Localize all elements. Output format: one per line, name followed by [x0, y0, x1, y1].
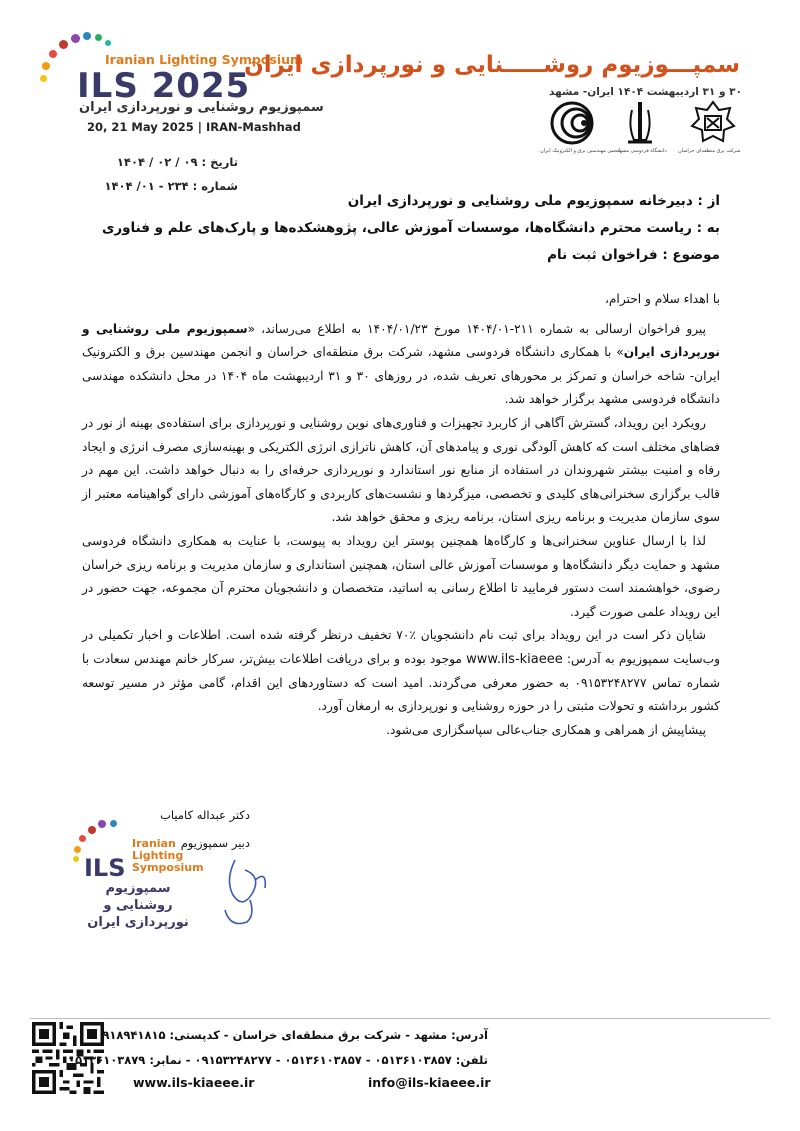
footer-address: آدرس: مشهد - شرکت برق منطقه‌ای خراسان - کدپستی: ۹۱۸۹۴۱۸۱۵ [102, 1028, 488, 1042]
logo-ils-2025: ILS 2025 [77, 66, 251, 106]
stamp-en-title: Iranian Lighting Symposium [132, 837, 204, 874]
signatory-role: دبیر سمپوزیوم [180, 836, 250, 850]
letter-body [82, 288, 720, 742]
symposium-name: سمپوزیوم ملی روشنایی و نورپردازی ایران [82, 321, 720, 360]
ferdowsi-university-logo [615, 100, 665, 162]
website-link[interactable]: www.ils-kiaeee [466, 651, 563, 667]
khorasan-electric-logo [678, 100, 748, 162]
stamp-fa-title: سمپوزیوم روشنایی و نورپردازی ایران [87, 881, 189, 930]
letter-date: تاریخ : ۰۹ / ۰۲ / ۱۴۰۴ [116, 155, 238, 169]
handwritten-signature [195, 840, 285, 930]
org-caption-khorasan: شرکت برق منطقه‌ای خراسان [678, 148, 741, 154]
letter-to: به : ریاست محترم دانشگاه‌ها، موسسات آموزش عالی، پژوهشکده‌ها و پارک‌های علم و فناوری [102, 220, 720, 236]
org-caption-iaeee: انجمن مهندسین برق و الکترونیک ایران [540, 148, 621, 154]
signatory-name: دکتر عبداله کامیاب [160, 808, 250, 822]
org-caption-ferdowsi: دانشگاه فردوسی مشهد [617, 148, 667, 154]
paragraph-3: لذا با ارسال عناوین سخنرانی‌ها و کارگاه‌ها همچنین پوستر این رویداد به پیوست، با عنایت به همکاری دانشگاه فردوسی مشهد و حمایت دیگر دانشگاه‌ها و موسسات آموزش عالی استان، همچنین استانداری و سازمان مدیریت و برنامه ریزی خراسان رضوی، خواهشمند است دستور فرمایید تا اطلاع رسانی به اساتید، متخصصان و دانشجویان محترم آن مجموعه، جهت حضور در این رویداد علمی صورت گیرد. [82, 533, 720, 619]
letter-subject: موضوع : فراخوان ثبت نام [547, 247, 720, 263]
header-title: سمپـــوزیوم روشـــــنایی و نورپردازی ایران [244, 52, 740, 78]
footer-website[interactable]: www.ils-kiaeee.ir [133, 1075, 255, 1090]
paragraph-4: شایان ذکر است در این رویداد برای ثبت نام دانشجویان ٪۷۰ تخفیف درنظر گرفته شده است. اطلاعات و اخبار تکمیلی در وب‌سایت سمپوزیوم به آدرس: www.ils-kiaeee موجود بوده و برای دریافت اطلاعات بیش‌تر، سرکار خانم مهندس سعادت با شماره تماس ۰۹۱۵۳۲۴۸۲۷۷ به حضور معرفی می‌گردند. امید است که دستاوردهای این اقدام، گامی مؤثر در مسیر توسعه کشور برداشته و تحولات مثبتی را در حوزه روشنایی و نورپردازی به ارمغان آورد. [82, 628, 720, 714]
logo-date: 20, 21 May 2025 | IRAN-Mashhad [87, 120, 301, 134]
footer-phones: تلفن: ۰۵۱۳۶۱۰۳۸۵۷ - ۰۵۱۳۶۱۰۳۸۵۷ - ۰۹۱۵۳۲۴۸۲۷۷ - نمابر: ۰۵۱۳۶۱۰۳۸۷۹ [68, 1053, 488, 1067]
paragraph-1: پیرو فراخوان ارسالی به شماره ۲۱۱-۱۴۰۴/۰۱ مورخ ۱۴۰۴/۰۱/۲۳ به اطلاع می‌رساند، «سمپوزیوم ملی روشنایی و نورپردازی ایران» با همکاری دانشگاه فردوسی مشهد، شرکت برق منطقه‌ای خراسان و انجمن مهندسین برق و الکترونیک ایران- شاخه خراسان و تمرکز بر محورهای تعریف شده، در روزهای ۳۰ و ۳۱ اردیبهشت ماه ۱۴۰۴ در محل دانشکده مهندسی دانشگاه فردوسی مشهد برگزار خواهد شد. [82, 321, 720, 407]
ils-logo [35, 28, 324, 138]
letter-from: از : دبیرخانه سمپوزیوم ملی روشنایی و نورپردازی ایران [347, 193, 720, 209]
footer-email[interactable]: info@ils-kiaeee.ir [368, 1075, 491, 1090]
footer-divider [30, 1018, 770, 1019]
paragraph-5: پیشاپیش از همراهی و همکاری جناب‌عالی سپاسگزاری می‌شود. [386, 722, 706, 737]
electrical-engineers-logo [540, 100, 621, 162]
greeting: با اهداء سلام و احترام، [604, 292, 720, 306]
logo-en-title: Iranian Lighting Symposium [105, 52, 304, 67]
letter-header [80, 188, 720, 269]
stamp-ils: ILS [84, 854, 126, 882]
paragraph-2: رویکرد این رویداد، گسترش آگاهی از کاربرد تجهیزات و فناوری‌های نوین روشنایی و نورپردازی برای استفاده‌ی بهینه از نور در فضاهای مختلف است که کاهش آلودگی نوری و پیامدهای آن، کاهش ناترازی انرژی الکتریکی و بهینه‌سازی مصرف انرژی و ایجاد رفاه و امنیت بیشتر شهروندان در استفاده از منابع نور استاندارد و نورپردازی حرفه‌ای را به دنبال خواهد داشت. این مهم در قالب برگزاری سخنرانی‌های کلیدی و تخصصی، میزگردها و نشست‌های کاربردی و کارگاه‌های آموزشی دارای گواهینامه معتبر از سوی سازمان مدیریت و برنامه ریزی استان، برنامه ریزی و محقق خواهد شد. [82, 415, 720, 525]
logo-fa-subtitle: سمپوزیوم روشنایی و نورپردازی ایران [79, 100, 324, 115]
letter-number: شماره : ۲۳۴ - ۰۱/ ۱۴۰۴ [104, 179, 238, 193]
header-dates: ۳۰ و ۳۱ اردیبهشت ۱۴۰۴ ایران- مشهد [549, 86, 742, 98]
